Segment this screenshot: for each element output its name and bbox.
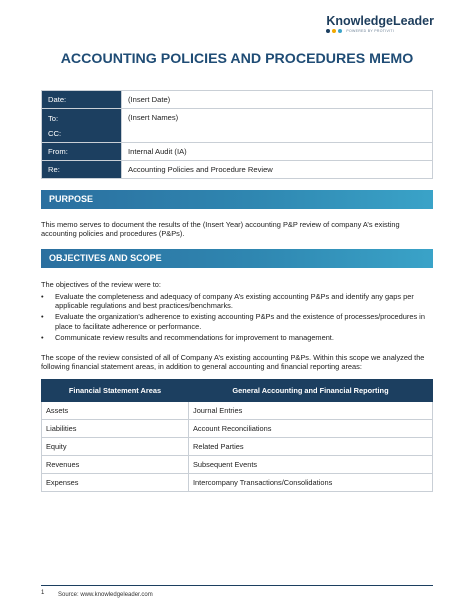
purpose-heading: PURPOSE — [41, 190, 433, 209]
logo-dots-icon — [326, 29, 342, 33]
logo-dot — [326, 29, 330, 33]
bullet: • — [41, 292, 44, 301]
list-item-text: Evaluate the completeness and adequacy of company A’s existing accounting P&Ps and identify any gaps per applicable regulations and best practices/benchmarks. — [55, 292, 414, 311]
memo-header-table — [41, 90, 433, 179]
purpose-text: This memo serves to document the results of the (Insert Year) accounting P&P review of company A’s existing accounting policies and procedures (P&Ps). — [41, 220, 400, 239]
logo-dot — [338, 29, 342, 33]
list-item — [41, 333, 435, 342]
memo-header-row-re — [42, 161, 433, 179]
footer-divider — [41, 585, 433, 586]
bullet: • — [41, 312, 44, 322]
table-row — [42, 402, 433, 420]
footnote-number: 1 — [41, 590, 45, 596]
table-row — [42, 456, 433, 474]
to-value: (Insert Names) — [122, 109, 433, 143]
logo-dot — [332, 29, 336, 33]
column-header: General Accounting and Financial Reporting — [189, 380, 433, 402]
cc-label: CC: — [48, 128, 62, 138]
table-row — [42, 420, 433, 438]
date-label: Date: — [42, 91, 122, 109]
to-cc-label-cell — [42, 109, 122, 143]
memo-header-row-to — [42, 109, 433, 143]
scope-table-header-row — [42, 380, 433, 402]
re-label: Re: — [42, 161, 122, 179]
column-header: Financial Statement Areas — [42, 380, 189, 402]
memo-header-row-from — [42, 143, 433, 161]
table-row — [42, 438, 433, 456]
table-cell: Equity — [42, 438, 189, 456]
list-item — [41, 312, 435, 330]
scope-table — [41, 379, 433, 492]
table-cell: Journal Entries — [189, 402, 433, 420]
objectives-heading: OBJECTIVES AND SCOPE — [41, 249, 433, 268]
memo-title: ACCOUNTING POLICIES AND PROCEDURES MEMO — [60, 51, 414, 67]
bullet: • — [41, 332, 44, 342]
table-cell: Liabilities — [42, 420, 189, 438]
table-cell: Related Parties — [189, 438, 433, 456]
re-value: Accounting Policies and Procedure Review — [122, 161, 433, 179]
objectives-list — [41, 292, 435, 344]
knowledgeleader-logo — [326, 14, 434, 33]
logo-wordmark: KnowledgeLeader — [326, 14, 434, 28]
table-cell: Revenues — [42, 456, 189, 474]
from-value: Internal Audit (IA) — [122, 143, 433, 161]
table-cell: Account Reconciliations — [189, 420, 433, 438]
logo-subline — [326, 29, 434, 33]
table-cell: Expenses — [42, 474, 189, 492]
list-item-text: Communicate review results and recommendations for improvement to management. — [55, 332, 334, 342]
list-item — [41, 292, 435, 310]
objectives-intro: The objectives of the review were to: — [41, 280, 161, 289]
memo-header-row-date — [42, 91, 433, 109]
table-cell: Assets — [42, 402, 189, 420]
table-cell: Intercompany Transactions/Consolidations — [189, 474, 433, 492]
table-row — [42, 474, 433, 492]
logo-tagline: POWERED BY PROTIVITI — [346, 29, 395, 33]
list-item-text: Evaluate the organization's adherence to existing accounting P&Ps and the existence of processes/procedures in place to facilitate adherence or performance. — [55, 312, 425, 331]
scope-text: The scope of the review consisted of all of Company A’s existing accounting P&Ps. Within this scope we analyzed the following financial statement areas, in addition to general accounting and financial reporting areas: — [41, 353, 425, 372]
table-cell: Subsequent Events — [189, 456, 433, 474]
to-label: To: — [48, 113, 59, 123]
date-value: (Insert Date) — [122, 91, 433, 109]
from-label: From: — [42, 143, 122, 161]
footer-source: Source: www.knowledgeleader.com — [58, 592, 153, 598]
